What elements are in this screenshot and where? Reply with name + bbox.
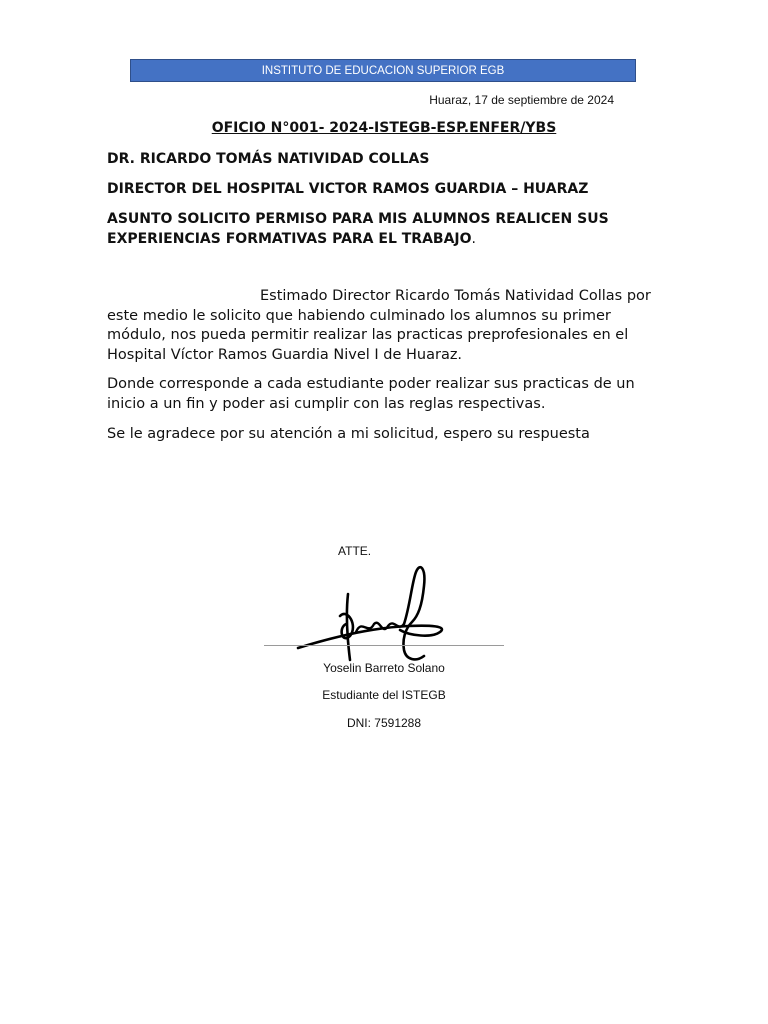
body-paragraph-3: Se le agradece por su atención a mi solicitud, espero su respuesta: [107, 426, 590, 442]
greeting-text: Estimado Director Ricardo Tomás Natividad Collas: [260, 288, 623, 304]
signer-role: Estudiante del ISTEGB: [322, 688, 446, 702]
subject-block: [107, 209, 667, 249]
signature-line: [264, 645, 504, 646]
recipient-position: DIRECTOR DEL HOSPITAL VICTOR RAMOS GUARDIA – HUARAZ: [107, 181, 589, 197]
letter-date: Huaraz, 17 de septiembre de 2024: [429, 93, 614, 107]
request-text: por este medio le solicito que habiendo culminado los alumnos su primer módulo, nos pueda permitir realizar las practicas preprofesionales en el Hospital Víctor Ramos Guardia Nivel I de Huaraz.: [107, 288, 651, 363]
handwritten-signature: [290, 562, 460, 668]
body-paragraph-1: [107, 287, 667, 365]
recipient-name: DR. RICARDO TOMÁS NATIVIDAD COLLAS: [107, 151, 430, 167]
body-paragraph-2: Donde corresponde a cada estudiante poder realizar sus practicas de un inicio a un fin y poder asi cumplir con las reglas respectivas.: [107, 376, 635, 412]
institution-header: [130, 59, 636, 82]
signer-name: Yoselin Barreto Solano: [323, 661, 445, 675]
signer-id: DNI: 7591288: [346, 716, 422, 730]
subject-text: ASUNTO SOLICITO PERMISO PARA MIS ALUMNOS REALICEN SUS EXPERIENCIAS FORMATIVAS PARA EL TRABAJO: [107, 211, 609, 247]
oficio-number: OFICIO N°001- 2024-ISTEGB-ESP.ENFER/YBS: [211, 120, 557, 136]
subject-period: .: [471, 231, 476, 247]
closing-atte: ATTE.: [338, 544, 372, 558]
institution-name: INSTITUTO DE EDUCACION SUPERIOR EGB: [261, 64, 505, 77]
